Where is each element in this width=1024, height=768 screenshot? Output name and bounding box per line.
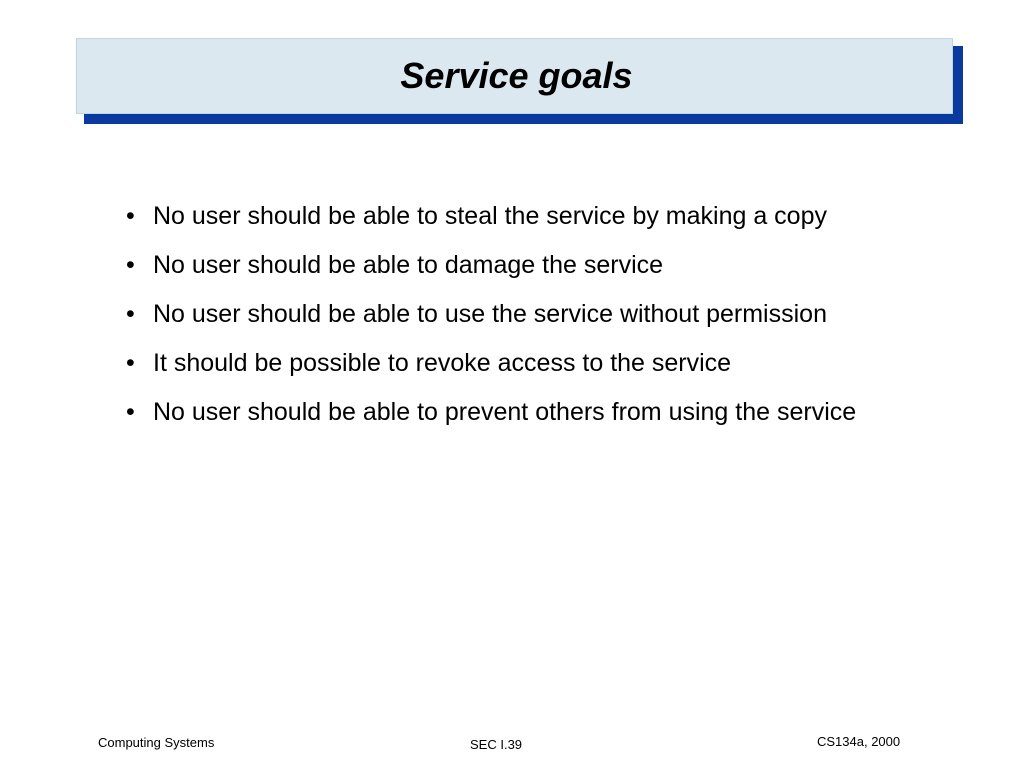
bullet-icon: •	[126, 398, 135, 426]
footer-course: Computing Systems	[98, 735, 215, 750]
bullet-icon: •	[126, 349, 135, 377]
bullet-item	[126, 346, 866, 380]
footer-course-code: CS134a, 2000	[817, 734, 901, 749]
footer-slide-number: SEC I.39	[470, 737, 523, 752]
bullet-item	[126, 395, 866, 429]
bullet-list	[126, 199, 866, 444]
bullet-text: It should be possible to revoke access to the service	[153, 349, 732, 377]
slide-title: Service goals	[400, 55, 633, 96]
bullet-icon: •	[126, 251, 135, 279]
bullet-item	[126, 199, 866, 233]
bullet-text: No user should be able to prevent others from using the service	[153, 398, 857, 426]
title-box	[76, 38, 953, 114]
bullet-text: No user should be able to use the service without permission	[153, 300, 827, 328]
bullet-item	[126, 297, 866, 331]
bullet-text: No user should be able to damage the service	[153, 251, 664, 279]
bullet-icon: •	[126, 202, 135, 230]
bullet-text: No user should be able to steal the service by making a copy	[153, 202, 827, 230]
bullet-icon: •	[126, 300, 135, 328]
bullet-item	[126, 248, 866, 282]
